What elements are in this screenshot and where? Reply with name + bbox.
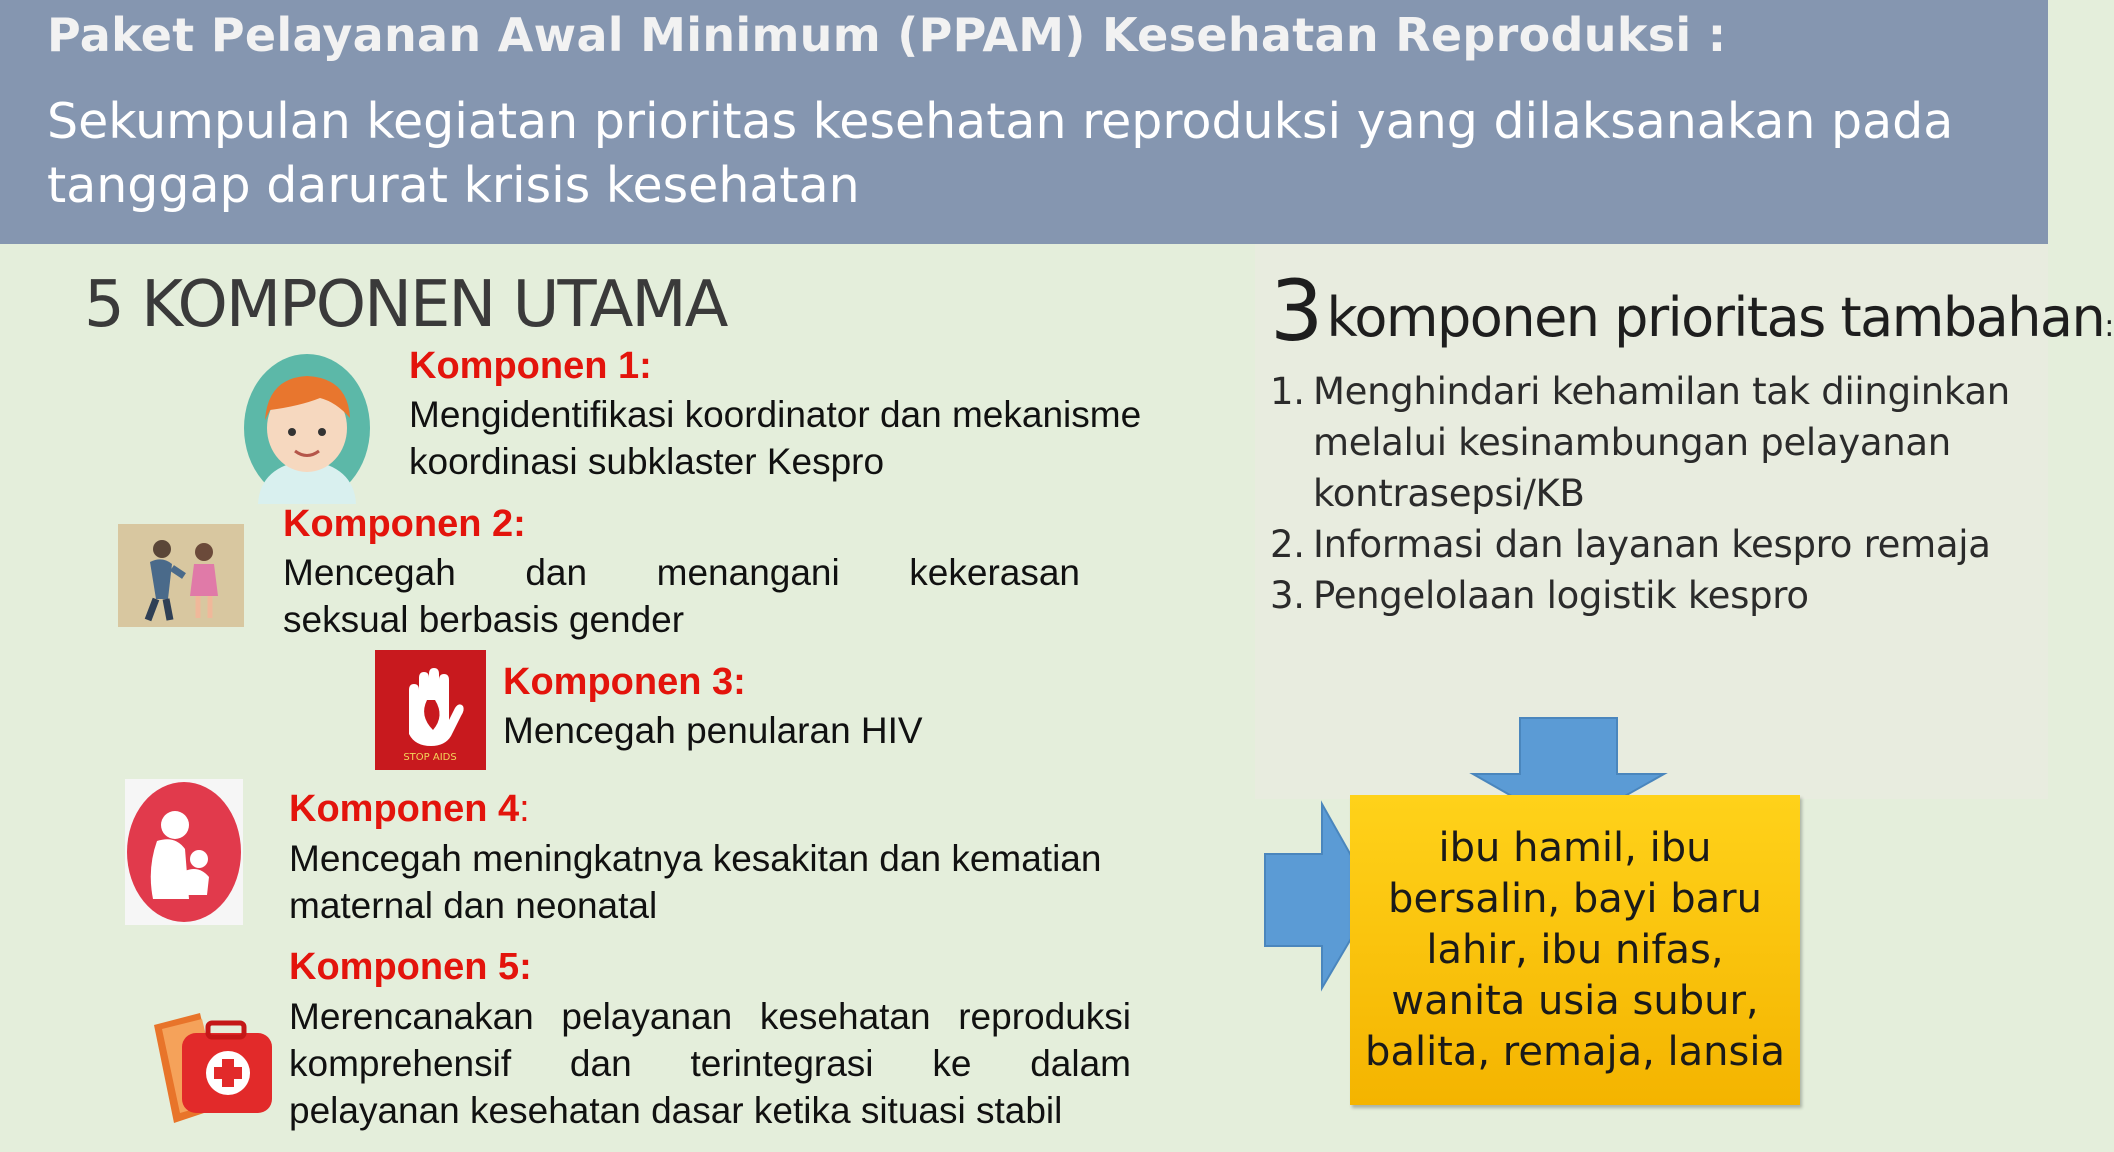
stop-aids-hand-icon — [375, 650, 486, 770]
target-groups-box — [1350, 795, 1800, 1105]
component-2-label: Komponen 2: — [283, 503, 526, 545]
component-2-desc-last: seksual berbasis gender — [283, 599, 685, 640]
first-aid-folder-icon — [148, 1003, 278, 1127]
component-5-label: Komponen 5: — [289, 946, 532, 988]
component-3-label: Komponen 3: — [503, 661, 746, 703]
component-5-desc — [289, 993, 1131, 1134]
list-item: 1. Menghindari kehamilan tak diinginkan melalui kesinambungan pelayanan kontrasepsi/KB — [1270, 370, 2010, 515]
list-item: 2. Informasi dan layanan kespro remaja — [1270, 523, 1991, 566]
slide-title: Paket Pelayanan Awal Minimum (PPAM) Kesehatan Reproduksi : — [47, 8, 1727, 62]
component-1-desc: Mengidentifikasi koordinator dan mekanisme koordinasi subklaster Kespro — [409, 394, 1142, 482]
component-3-desc: Mencegah penularan HIV — [503, 710, 923, 751]
component-2-desc-main: Mencegah dan menangani kekerasan — [283, 552, 1080, 593]
additional-components-title: 3 komponen prioritas tambahan: — [1270, 262, 2114, 360]
component-2-desc — [283, 549, 1080, 643]
main-components-title: 5 KOMPONEN UTAMA — [84, 268, 727, 342]
component-1-label: Komponen 1: — [409, 345, 652, 387]
stop-aids-text: STOP AIDS — [403, 752, 457, 763]
component-5-desc-last: pelayanan kesehatan dasar ketika situasi stabil — [289, 1090, 1063, 1131]
slide-subtitle: Sekumpulan kegiatan prioritas kesehatan reproduksi yang dilaksanakan pada tanggap darurat krisis kesehatan — [47, 93, 1954, 214]
additional-components-list — [1270, 366, 2010, 621]
header-banner — [0, 0, 2048, 244]
mother-baby-icon — [125, 779, 243, 925]
gender-violence-icon — [118, 524, 244, 627]
list-item: 3. Pengelolaan logistik kespro — [1270, 574, 1809, 617]
component-5-desc-main: Merencanakan pelayanan kesehatan reproduksi komprehensif dan terintegrasi ke dalam — [289, 996, 1131, 1084]
target-groups-text: ibu hamil, ibu bersalin, bayi baru lahir, ibu nifas, wanita usia subur, balita, remaja, lansia — [1365, 824, 1785, 1075]
component-4-desc: Mencegah meningkatnya kesakitan dan kematian maternal dan neonatal — [289, 838, 1102, 926]
component-4-label: Komponen 4: — [289, 788, 530, 830]
person-avatar-icon — [240, 348, 374, 504]
